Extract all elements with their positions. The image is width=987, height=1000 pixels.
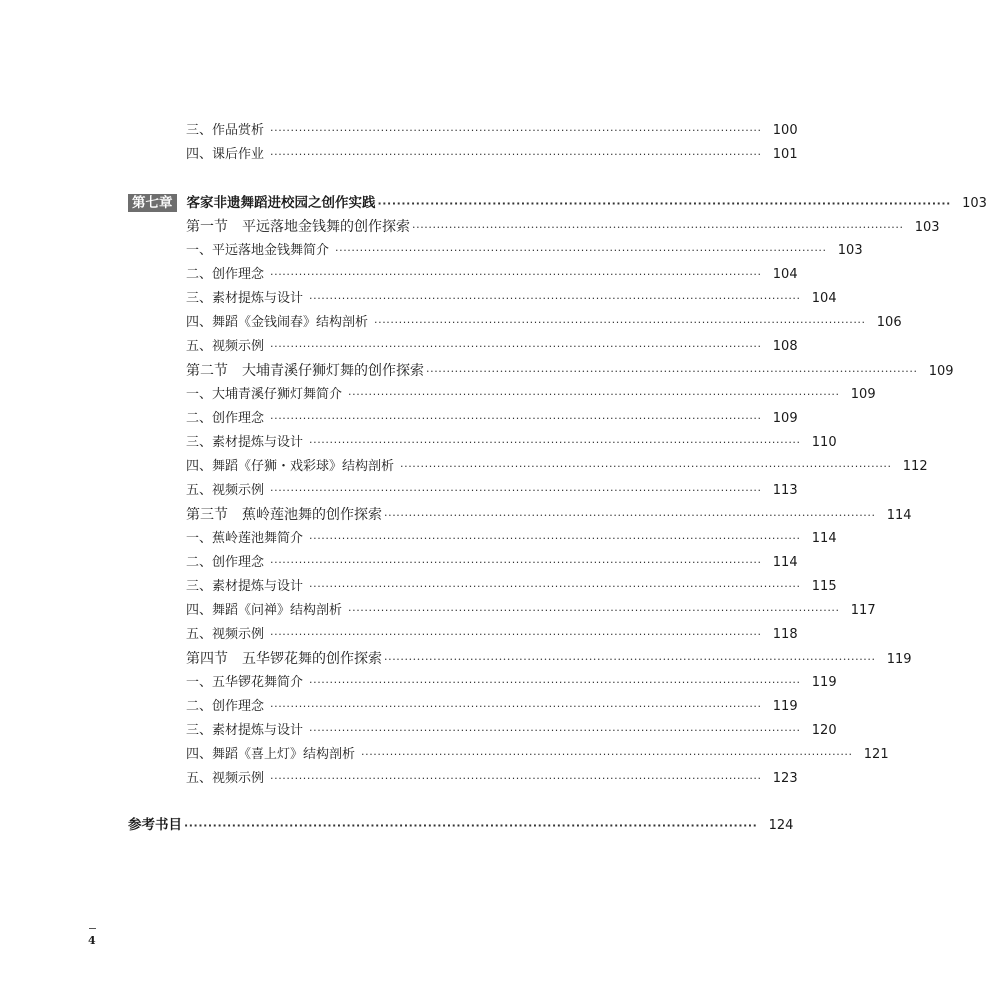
dot-leader: ························································································································ <box>270 628 762 641</box>
toc-entry-page: 118 <box>772 627 798 642</box>
toc-entry-label: 二、创作理念 <box>186 555 265 570</box>
dot-leader: ························································································································ <box>361 748 853 761</box>
toc-entry-page: 120 <box>811 723 837 738</box>
toc-entry-label: 一、大埔青溪仔狮灯舞简介 <box>186 387 343 402</box>
dot-leader: ························································································································ <box>270 556 762 569</box>
references-label: 参考书目 <box>128 817 182 833</box>
toc-entry[interactable] <box>186 626 798 644</box>
dot-leader: ························································································································ <box>384 509 876 522</box>
toc-entry-page: 104 <box>772 267 798 282</box>
dot-leader: ························································································································ <box>348 604 840 617</box>
toc-section[interactable] <box>186 650 912 669</box>
dot-leader: ························································································································ <box>309 292 801 305</box>
toc-section[interactable] <box>186 218 940 237</box>
toc-entry-label: 五、视频示例 <box>186 771 265 786</box>
toc-entry-page: 109 <box>850 387 876 402</box>
toc-entry[interactable] <box>186 674 837 692</box>
toc-entry[interactable] <box>186 314 902 332</box>
toc-entry-label: 四、舞蹈《喜上灯》结构剖析 <box>186 747 356 762</box>
toc-entry-label: 五、视频示例 <box>186 339 265 354</box>
toc-entry-page: 104 <box>811 291 837 306</box>
chapter-title: 客家非遗舞蹈进校园之创作实践 <box>186 195 376 211</box>
toc-entry-label: 一、五华锣花舞简介 <box>186 675 304 690</box>
dot-leader: ························································································································ <box>384 653 876 666</box>
toc-entry-page: 119 <box>772 699 798 714</box>
toc-entry[interactable] <box>186 338 798 356</box>
chapter-badge: 第七章 <box>128 194 177 212</box>
toc-entry-label: 三、作品赏析 <box>186 123 265 138</box>
toc-entry-page: 114 <box>811 531 837 546</box>
toc-entry[interactable] <box>186 386 876 404</box>
section-title: 蕉岭莲池舞的创作探索 <box>242 507 382 523</box>
toc-entry-page: 109 <box>772 411 798 426</box>
toc-entry[interactable] <box>186 458 928 476</box>
toc-entry[interactable] <box>186 722 837 740</box>
toc-entry-label: 五、视频示例 <box>186 483 265 498</box>
toc-entry-page: 106 <box>876 315 902 330</box>
toc-entry[interactable] <box>186 554 798 572</box>
toc-entry[interactable] <box>186 434 837 452</box>
toc-entry-page: 113 <box>772 483 798 498</box>
toc-entry-page: 100 <box>772 123 798 138</box>
dot-leader: ························································································································ <box>270 772 762 785</box>
dot-leader: ························································································································ <box>309 724 801 737</box>
dot-leader: ························································································································ <box>309 436 801 449</box>
toc-entry-page: 117 <box>850 603 876 618</box>
toc-entry-page: 123 <box>772 771 798 786</box>
dot-leader: ························································································································ <box>374 316 866 329</box>
toc-entry-label: 三、素材提炼与设计 <box>186 579 304 594</box>
toc-entry[interactable] <box>186 746 889 764</box>
dot-leader: ························································································································ <box>270 268 762 281</box>
dot-leader: ························································································································ <box>270 340 762 353</box>
section-number: 第一节 <box>186 219 228 235</box>
toc-entry-page: 108 <box>772 339 798 354</box>
references-page: 124 <box>768 818 794 833</box>
toc-entry-page: 112 <box>902 459 928 474</box>
toc-entry-page: 101 <box>772 147 798 162</box>
section-title: 大埔青溪仔狮灯舞的创作探索 <box>242 363 424 379</box>
toc-entry-label: 一、蕉岭莲池舞简介 <box>186 531 304 546</box>
toc-chapter[interactable] <box>128 194 987 213</box>
dot-leader: ························································································································ <box>270 148 762 161</box>
toc-entry-label: 三、素材提炼与设计 <box>186 435 304 450</box>
section-page: 103 <box>914 220 940 235</box>
dot-leader: ························································································································ <box>270 124 762 137</box>
toc-entry[interactable] <box>186 530 837 548</box>
toc-entry-page: 115 <box>811 579 837 594</box>
toc-entry[interactable] <box>186 482 798 500</box>
dot-leader: ························································································································ <box>309 580 801 593</box>
toc-entry[interactable] <box>186 290 837 308</box>
section-page: 119 <box>886 652 912 667</box>
toc-entry[interactable] <box>186 122 798 140</box>
section-number: 第三节 <box>186 507 228 523</box>
dot-leader: ························································································································ <box>270 484 762 497</box>
dot-leader: ························································································································ <box>270 700 762 713</box>
dot-leader: ························································································································ <box>309 676 801 689</box>
toc-entry[interactable] <box>186 602 876 620</box>
section-number: 第二节 <box>186 363 228 379</box>
toc-entry-label: 三、素材提炼与设计 <box>186 291 304 306</box>
dot-leader: ························································································································ <box>270 412 762 425</box>
toc-entry-label: 一、平远落地金钱舞简介 <box>186 243 330 258</box>
dot-leader: ························································································································ <box>400 460 892 473</box>
toc-entry-label: 四、舞蹈《金钱闹春》结构剖析 <box>186 315 369 330</box>
toc-entry-label: 三、素材提炼与设计 <box>186 723 304 738</box>
dot-leader: ························································································································ <box>335 244 827 257</box>
dot-leader: ························································································································ <box>309 532 801 545</box>
toc-references[interactable] <box>128 816 794 835</box>
toc-entry[interactable] <box>186 410 798 428</box>
toc-entry[interactable] <box>186 242 863 260</box>
section-title: 五华锣花舞的创作探索 <box>242 651 382 667</box>
dot-leader: ························································································································ <box>348 388 840 401</box>
toc-section[interactable] <box>186 362 954 381</box>
toc-entry[interactable] <box>186 266 798 284</box>
toc-entry-page: 114 <box>772 555 798 570</box>
toc-entry-page: 103 <box>837 243 863 258</box>
section-page: 114 <box>886 508 912 523</box>
dot-leader: ························································································································ <box>426 365 918 378</box>
chapter-page: 103 <box>962 196 987 211</box>
toc-entry[interactable] <box>186 578 837 596</box>
footer-rule <box>89 928 96 929</box>
toc-entry-label: 二、创作理念 <box>186 699 265 714</box>
page-number: 4 <box>88 934 96 947</box>
section-page: 109 <box>928 364 954 379</box>
section-number: 第四节 <box>186 651 228 667</box>
toc-entry[interactable] <box>186 698 798 716</box>
section-title: 平远落地金钱舞的创作探索 <box>242 219 410 235</box>
toc-entry-page: 121 <box>863 747 889 762</box>
toc-entry-label: 二、创作理念 <box>186 411 265 426</box>
dot-leader: ························································································································ <box>377 197 951 210</box>
toc-entry-label: 二、创作理念 <box>186 267 265 282</box>
toc-entry-label: 四、课后作业 <box>186 147 265 162</box>
toc-section[interactable] <box>186 506 912 525</box>
toc-entry[interactable] <box>186 770 798 788</box>
dot-leader: ························································································································ <box>184 819 758 832</box>
toc-entry-label: 五、视频示例 <box>186 627 265 642</box>
toc-entry-label: 四、舞蹈《仔狮・戏彩球》结构剖析 <box>186 459 395 474</box>
toc-entry-label: 四、舞蹈《问禅》结构剖析 <box>186 603 343 618</box>
toc-entry[interactable] <box>186 146 798 164</box>
toc-entry-page: 110 <box>811 435 837 450</box>
toc-entry-page: 119 <box>811 675 837 690</box>
dot-leader: ························································································································ <box>412 221 904 234</box>
